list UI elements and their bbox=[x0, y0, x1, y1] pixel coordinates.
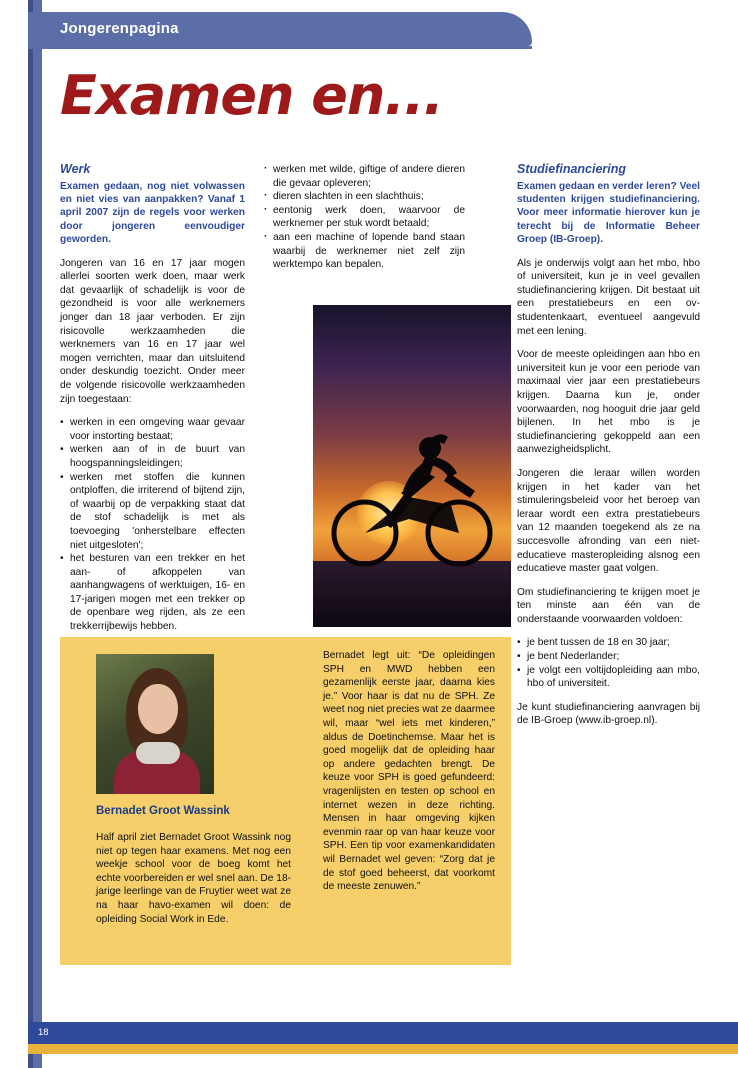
cyclist-photo bbox=[313, 305, 511, 627]
page-title: Examen en... bbox=[60, 64, 443, 127]
interview-text-right: Bernadet legt uit: “De opleidingen SPH en MWD hebben een gezamenlijk eerste jaar, daarna kies je.” Voor haar is dat nu de SPH. Ze weet nog niet precies wat ze daarmee wil, maar “wel iets met kinderen,” aldus de Doetinchemse. Maar het is goed mogelijk dat de opleiding haar op andere gedachten brengt. De keuze voor SPH is goed gefundeerd: vragenlijsten en testen op school en internet wezen in deze richting. Mensen in haar omgeving kijken evenmin raar op van haar keuze voor SPH. Een tip voor examenkandidaten wil Bernadet wel geven: “Zorg dat je de stof goed beheerst, dat voorkomt de meeste zenuwen.” bbox=[323, 650, 495, 893]
section-header-rule bbox=[28, 46, 532, 49]
list-item: • je bent Nederlander; bbox=[517, 650, 700, 664]
interview-text-left: Half april ziet Bernadet Groot Wassink nog niet op tegen haar examens. Met nog een weekje school voor de boeg komt het echte voorbereiden er wel snel aan. De 18-jarige leerlinge van de Fruytier weet wat ze na haar havo-examen wil doen: de opleiding Social Work in Ede. bbox=[96, 832, 291, 925]
column-right-paragraph-1: Als je onderwijs volgt aan het mbo, hbo of universiteit, kun je in veel gevallen studiefinanciering krijgen. Dit bestaat uit een prestatiebeurs en een ov-studentenkaart, eventueel aangevuld met een lening. bbox=[517, 257, 700, 337]
list-item: · eentonig werk doen, waarvoor de werknemer per stuk wordt betaald; bbox=[262, 204, 465, 231]
portrait-scarf bbox=[136, 742, 180, 764]
cyclist-silhouette-icon bbox=[331, 401, 497, 571]
list-item: · dieren slachten in een slachthuis; bbox=[262, 190, 465, 204]
column-left-kicker: Werk bbox=[60, 162, 91, 176]
column-left-paragraph-1: Jongeren van 16 en 17 jaar mogen allerlei soorten werk doen, maar werk dat gevaarlijk of schadelijk is voor de gezondheid is voor alle werknemers jonger dan 18 jaar verboden. Er zijn risicovolle werkzaamheden die werknemers van 16 en 17 jaar wel mogen verrichten, maar dan uitsluitend onder deskundig toezicht. Onder meer de volgende risicovolle werkzaamheden zijn toegestaan: bbox=[60, 257, 245, 405]
list-item: · aan een machine of lopende band staan waarbij de werknemer niet zelf zijn werktempo kan bepalen. bbox=[262, 231, 465, 272]
column-middle-dot-list bbox=[262, 163, 465, 272]
list-item: • werken aan of in de buurt van hoogspanningsleidingen; bbox=[60, 443, 245, 470]
portrait-face bbox=[138, 684, 178, 734]
page-number: 18 bbox=[38, 1027, 49, 1038]
list-item: • werken in een omgeving waar gevaar voor instorting bestaat; bbox=[60, 416, 245, 443]
left-margin-bar-inner bbox=[28, 0, 33, 1068]
interview-box bbox=[60, 637, 511, 965]
column-right-bullet-list bbox=[517, 636, 700, 690]
portrait-photo bbox=[96, 654, 214, 794]
column-right-paragraph-3: Jongeren die leraar willen worden krijgen in het kader van het stimuleringsbeleid voor het beroep van leraar wordt een extra prestatiebeurs van 12 maanden toegekend als ze na succesvolle afronding van een niet-educatieve masteropleiding alsnog een educatieve master gaat volgen. bbox=[517, 467, 700, 575]
list-item: • werken met stoffen die kunnen ontploffen, die irriterend of bijtend zijn, of waarbij op de verpakking staat dat de stof schadelijk is met als toevoeging 'onherstelbare effecten niet uitgesloten'; bbox=[60, 471, 245, 553]
footer-accent-bar bbox=[28, 1044, 738, 1054]
column-right-paragraph-4: Om studiefinanciering te krijgen moet je ten minste aan één van de onderstaande voorwaarden voldoen: bbox=[517, 586, 700, 625]
footer-bar bbox=[28, 1022, 738, 1044]
column-right-kicker: Studiefinanciering bbox=[517, 162, 627, 176]
list-item: • je volgt een voltijdopleiding aan mbo, hbo of universiteit. bbox=[517, 664, 700, 691]
column-left-bullet-list bbox=[60, 416, 245, 634]
column-left-lead: Examen gedaan, nog niet volwassen en niet vies van aanpakken? Vanaf 1 april 2007 zijn de regels voor werken door jongeren eenvoudiger geworden. bbox=[60, 180, 245, 246]
column-right-closing: Je kunt studiefinanciering aanvragen bij de IB-Groep (www.ib-groep.nl). bbox=[517, 701, 700, 727]
list-item: · werken met wilde, giftige of andere dieren die gevaar opleveren; bbox=[262, 163, 465, 190]
list-item: • je bent tussen de 18 en 30 jaar; bbox=[517, 636, 700, 650]
section-header-curve bbox=[498, 12, 532, 46]
column-right-lead: Examen gedaan en verder leren? Veel studenten krijgen studiefinanciering. Voor meer informatie hierover kun je terecht bij de Informatie Beheer Groep (IB-Groep). bbox=[517, 180, 700, 246]
list-item: • het besturen van een trekker en het aan- of afkoppelen van aanhangwagens of werktuigen, 16- en 17-jarigen mogen met een trekker op de openbare weg rijden, als ze een trekkerrijbewijs hebben. bbox=[60, 552, 245, 634]
column-middle bbox=[262, 163, 465, 282]
column-right-paragraph-2: Voor de meeste opleidingen aan hbo en universiteit kun je voor een periode van maximaal vier jaar een prestatiebeurs krijgen. Daarna kun je, onder voorwaarden, nog hooguit drie jaar geld bijlenen. In het mbo is je studiefinanciering gekoppeld aan een aanwezigheidsplicht. bbox=[517, 349, 700, 456]
column-right bbox=[517, 163, 700, 738]
section-label: Jongerenpagina bbox=[60, 20, 179, 37]
interviewee-name: Bernadet Groot Wassink bbox=[96, 805, 230, 817]
column-left bbox=[60, 163, 245, 644]
